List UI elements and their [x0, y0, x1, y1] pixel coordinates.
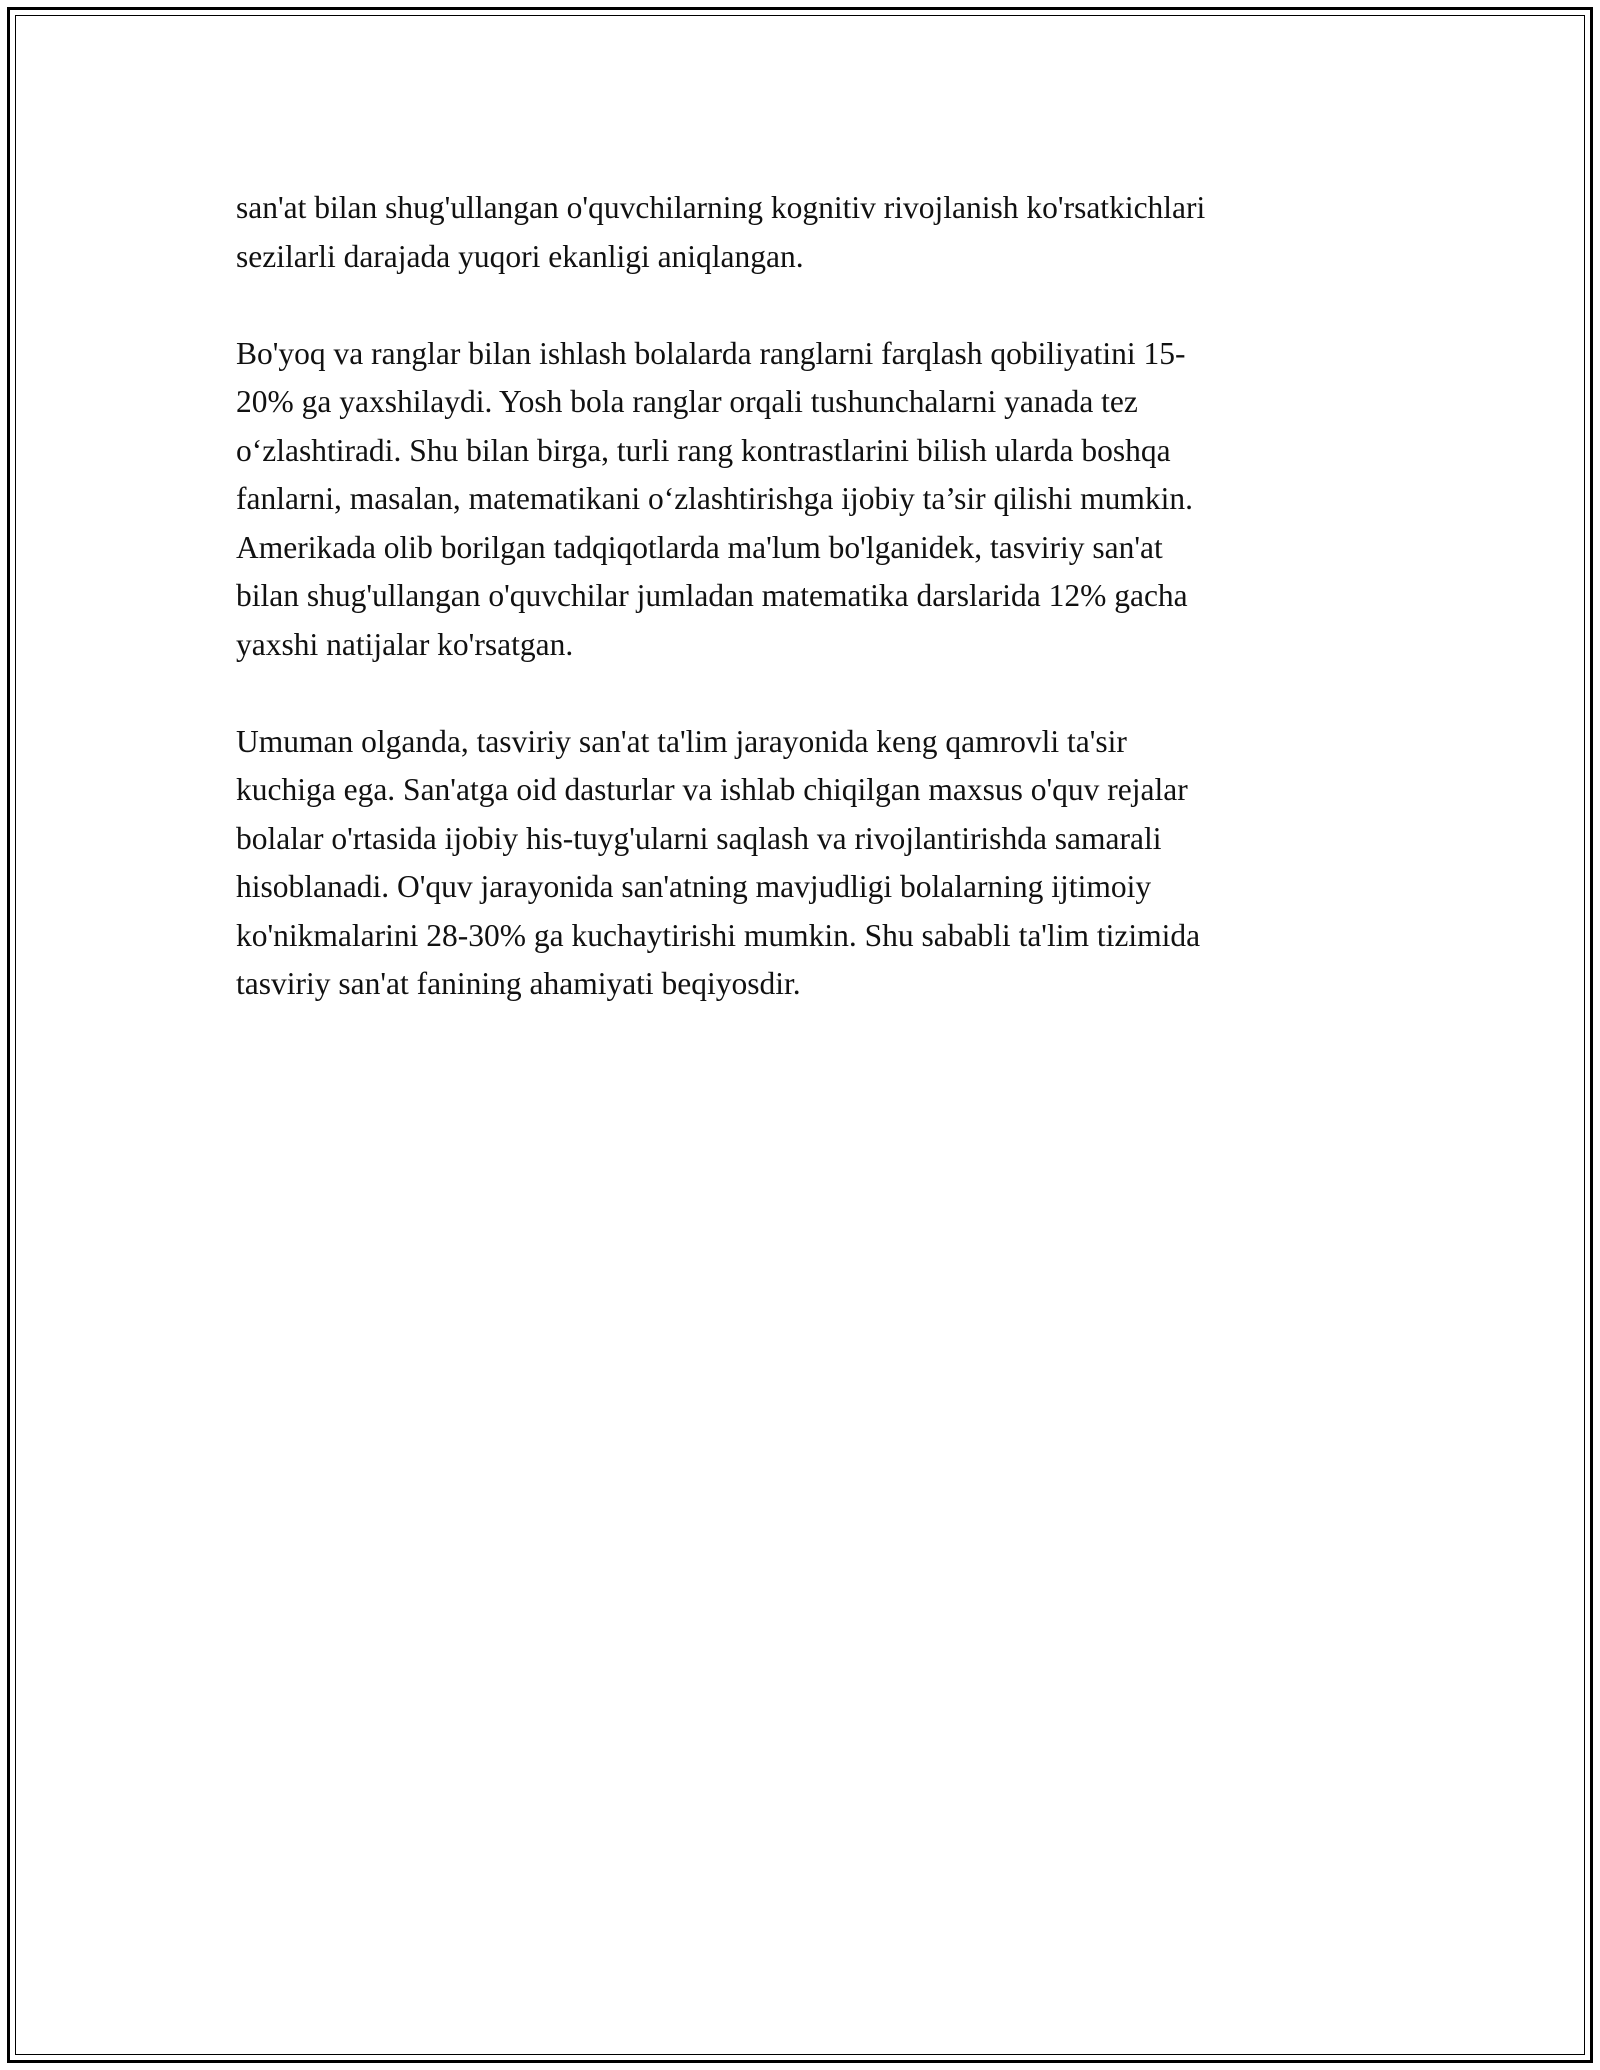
document-body [236, 184, 1376, 1057]
paragraph-2: Bo'yoq va ranglar bilan ishlash bolalarda ranglarni farqlash qobiliyatini 15- 20% ga yaxshilaydi. Yosh bola ranglar orqali tushunchalarni yanada tez o‘zlashtiradi. Shu bilan birga, turli rang kontrastlarini bilish ularda boshqa fanlarni, masalan, matematikani o‘zlashtirishga ijobiy ta’sir qilishi mumkin. Amerikada olib borilgan tadqiqotlarda ma'lum bo'lganidek, tasviriy san'at bilan shug'ullangan o'quvchilar jumladan matematika darslarida 12% gacha yaxshi natijalar ko'rsatgan. [236, 335, 1194, 662]
paragraph-3: Umuman olganda, tasviriy san'at ta'lim jarayonida keng qamrovli ta'sir kuchiga ega. San'atga oid dasturlar va ishlab chiqilgan maxsus o'quv rejalar bolalar o'rtasida ijobiy his-tuyg'ularni saqlash va rivojlantirishda samarali hisoblanadi. O'quv jarayonida san'atning mavjudligi bolalarning ijtimoiy ko'nikmalarini 28-30% ga kuchaytirishi mumkin. Shu sababli ta'lim tizimida tasviriy san'at fanining ahamiyati beqiyosdir. [236, 723, 1201, 1001]
paragraph-1: san'at bilan shug'ullangan o'quvchilarning kognitiv rivojlanish ko'rsatkichlari sezilarli darajada yuqori ekanligi aniqlangan. [236, 190, 1206, 274]
